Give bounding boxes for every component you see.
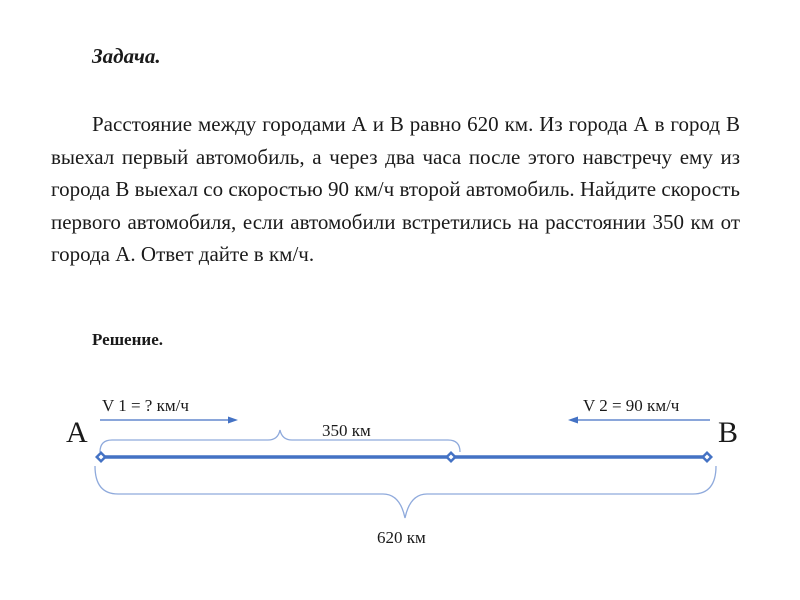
city-b-label: В — [718, 416, 739, 449]
v1-arrow — [100, 417, 238, 424]
total-620-label: 620 км — [377, 528, 426, 547]
task-heading: Задача. — [92, 44, 161, 68]
bottom-brace — [95, 466, 716, 518]
meeting-point-marker — [445, 451, 457, 463]
city-a-label: А — [66, 416, 88, 449]
point-a-marker — [95, 451, 107, 463]
top-brace — [100, 430, 460, 452]
problem-text: Расстояние между городами А и В равно 620 км. Из города А в город В выехал первый автомобиль, а через два часа после этого навстречу ему из города В выехал со скоростью 90 км/ч второй автомобиль. Найдите скорость первого автомобиля, если автомобили встретились на расстоянии 350 км от города А. Ответ дайте в км/ч. — [51, 112, 740, 266]
v1-label: V 1 = ? км/ч — [102, 396, 189, 415]
v2-label: V 2 = 90 км/ч — [583, 396, 680, 415]
segment-350-label: 350 км — [322, 421, 371, 440]
v2-arrow — [568, 417, 710, 424]
point-b-marker — [701, 451, 713, 463]
solution-heading: Решение. — [92, 330, 163, 349]
